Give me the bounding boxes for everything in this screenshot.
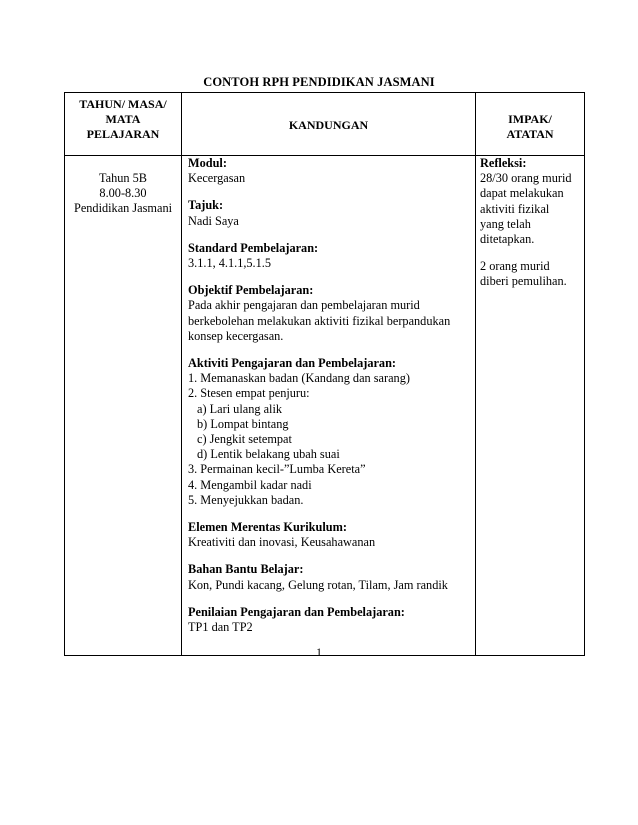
refleksi-heading: Refleksi: [480,156,527,170]
page-number: 1 [316,645,322,659]
modul-value: Kecergasan [188,171,246,186]
stesen-item: c) Jengkit setempat [197,432,292,447]
objektif-heading: Objektif Pembelajaran: [188,283,314,298]
stesen-item: a) Lari ulang alik [197,401,283,416]
penilaian-heading: Penilaian Pengajaran dan Pembelajaran: [188,604,405,619]
aktiviti-heading: Aktiviti Pengajaran dan Pembelajaran: [188,356,397,371]
tajuk-heading: Tajuk: [188,198,224,213]
header-col2-label: KANDUNGAN [288,118,369,133]
standard-heading: Standard Pembelajaran: [188,240,319,255]
standard-value: 3.1.1, 4.1.1,5.1.5 [188,256,272,271]
modul-heading: Modul: [188,156,227,170]
header-col3-line: IMPAK/ [508,112,552,126]
class-info-cell [65,156,182,656]
bahan-heading: Bahan Bantu Belajar: [188,562,304,577]
objektif-line: konsep kecergasan. [188,328,284,343]
refleksi-line: diberi pemulihan. [480,274,567,289]
refleksi-line: aktiviti fizikal [480,201,550,216]
aktiviti-item: 2. Stesen empat penjuru: [188,386,310,401]
document-title: CONTOH RPH PENDIDIKAN JASMANI [203,75,435,89]
content-cell [182,156,476,656]
header-col1-line: TAHUN/ MASA/ [79,97,167,111]
elemen-value: Kreativiti dan inovasi, Keusahawanan [188,535,376,550]
header-col3-line: ATATAN [506,127,554,141]
class-name: Tahun 5B [99,171,147,185]
header-col1-line: PELAJARAN [86,127,160,141]
elemen-heading: Elemen Merentas Kurikulum: [188,520,347,535]
aktiviti-item: 3. Permainan kecil-”Lumba Kereta” [188,462,366,477]
rph-table [64,92,585,656]
content-row [65,156,585,656]
refleksi-line: dapat melakukan [480,186,564,201]
subject-name: Pendidikan Jasmani [73,201,173,216]
objektif-line: berkebolehan melakukan aktiviti fizikal berpandukan [188,313,451,328]
header-kandungan [182,93,476,156]
stesen-item: b) Lompat bintang [197,416,289,431]
penilaian-value: TP1 dan TP2 [188,620,253,635]
header-row [65,93,585,156]
refleksi-line: ditetapkan. [480,232,535,247]
stesen-item: d) Lentik belakang ubah suai [197,447,340,462]
refleksi-cell [476,156,585,656]
objektif-line: Pada akhir pengajaran dan pembelajaran murid [188,298,420,313]
class-time: 8.00-8.30 [99,186,147,201]
refleksi-line: 2 orang murid [480,259,550,274]
aktiviti-item: 4. Mengambil kadar nadi [188,477,312,492]
bahan-value: Kon, Pundi kacang, Gelung rotan, Tilam, Jam randik [188,577,448,592]
aktiviti-item: 1. Memanaskan badan (Kandang dan sarang) [188,371,410,386]
aktiviti-item: 5. Menyejukkan badan. [188,492,304,507]
tajuk-value: Nadi Saya [188,213,239,228]
header-tahun-masa [65,93,182,156]
header-col1-line: MATA [105,112,141,126]
header-impak [476,93,585,156]
refleksi-line: 28/30 orang murid [480,171,572,186]
refleksi-line: yang telah [480,216,531,231]
